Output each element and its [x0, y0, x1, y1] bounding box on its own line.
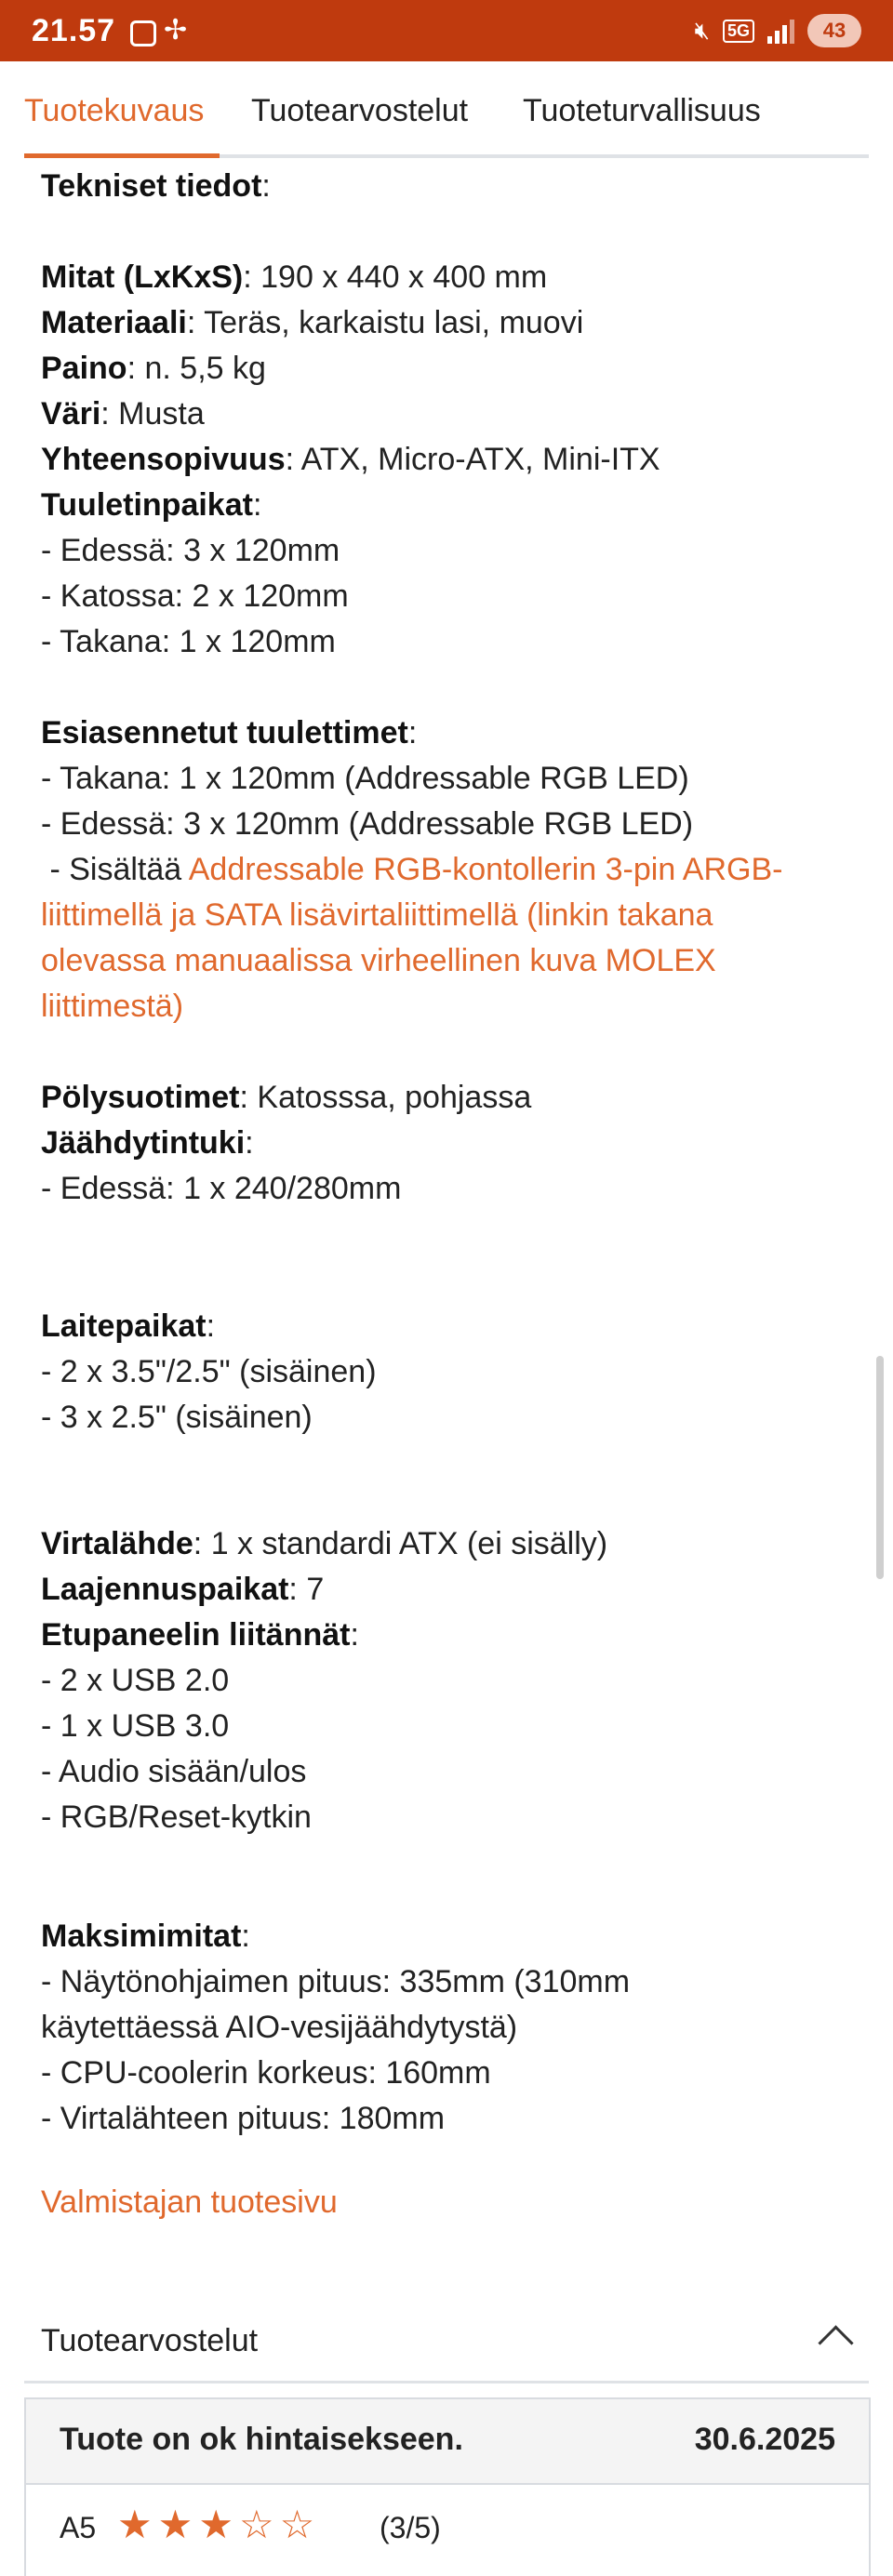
spec-mitat: Mitat (LxKxS): 190 x 440 x 400 mm — [41, 259, 548, 295]
reviews-section-header[interactable] — [24, 2316, 869, 2383]
tab-tuotekuvaus[interactable]: Tuotekuvaus — [24, 93, 205, 128]
reviews-section-title: Tuotearvostelut — [41, 2323, 259, 2358]
review-title: Tuote on ok hintaisekseen. — [60, 2422, 463, 2457]
scrollbar[interactable] — [876, 1356, 884, 1579]
review-author: A5 — [60, 2511, 97, 2544]
star-filled-icon: ★ — [198, 2503, 233, 2546]
manufacturer-link[interactable]: Valmistajan tuotesivu — [41, 2184, 338, 2220]
tab-tuoteturvallisuus[interactable]: Tuoteturvallisuus — [523, 93, 761, 128]
list-item: - Takana: 1 x 120mm — [41, 624, 336, 659]
argb-controller-link-cont[interactable]: liittimestä) — [41, 989, 184, 1024]
review-date: 30.6.2025 — [694, 2422, 835, 2457]
spec-materiaali: Materiaali: Teräs, karkaistu lasi, muovi — [41, 305, 584, 340]
list-item: - Edessä: 1 x 240/280mm — [41, 1171, 402, 1206]
spec-vari: Väri: Musta — [41, 396, 205, 432]
list-item: - Näytönohjaimen pituus: 335mm (310mm — [41, 1964, 631, 1999]
battery-icon: 43 — [807, 14, 861, 47]
list-item: - CPU-coolerin korkeus: 160mm — [41, 2055, 491, 2091]
list-item: käytettäessä AIO-vesijäähdytystä) — [41, 2010, 518, 2045]
list-item: - RGB/Reset-kytkin — [41, 1799, 312, 1835]
tab-tuotearvostelut[interactable]: Tuotearvostelut — [251, 93, 469, 128]
list-item: - 1 x USB 3.0 — [41, 1708, 230, 1744]
status-bar — [0, 0, 893, 61]
spec-etupaneeli: Etupaneelin liitännät: — [41, 1617, 359, 1653]
signal-icon — [767, 18, 794, 44]
argb-controller-link-cont[interactable]: olevassa manuaalissa virheellinen kuva MOLEX — [41, 943, 716, 978]
spec-tuuletinpaikat: Tuuletinpaikat: — [41, 487, 262, 523]
spec-laitepaikat: Laitepaikat: — [41, 1308, 216, 1344]
review-header — [26, 2399, 869, 2485]
spec-heading: Tekniset tiedot: — [41, 168, 271, 204]
list-item: - Virtalähteen pituus: 180mm — [41, 2101, 446, 2136]
spec-esiasennetut: Esiasennetut tuulettimet: — [41, 715, 418, 750]
star-empty-icon: ☆ — [238, 2503, 274, 2546]
spec-jaahdytintuki: Jäähdytintuki: — [41, 1125, 254, 1161]
review-score: (3/5) — [380, 2511, 441, 2544]
list-item: - Audio sisään/ulos — [41, 1754, 307, 1789]
network-type: 5G — [723, 20, 754, 43]
list-item: - Katossa: 2 x 120mm — [41, 578, 349, 614]
argb-controller-link[interactable]: Addressable RGB-kontollerin 3-pin ARGB- — [188, 852, 783, 887]
spec-polysuotimet: Pölysuotimet: Katosssa, pohjassa — [41, 1080, 532, 1115]
star-rating — [117, 2503, 314, 2546]
list-item: - 3 x 2.5" (sisäinen) — [41, 1400, 313, 1435]
list-item: - Edessä: 3 x 120mm (Addressable RGB LED) — [41, 806, 694, 842]
star-empty-icon: ☆ — [279, 2503, 315, 2546]
fan-icon: ✢ — [164, 15, 188, 46]
product-tabs — [24, 82, 869, 158]
screenshot-icon — [130, 20, 156, 46]
list-item: - 2 x USB 2.0 — [41, 1663, 230, 1698]
argb-controller-link-cont[interactable]: liittimellä ja SATA lisävirtaliittimellä (linkin takana — [41, 897, 713, 933]
list-item: - Edessä: 3 x 120mm — [41, 533, 340, 568]
review-card — [24, 2397, 871, 2576]
status-time: 21.57 — [32, 13, 116, 48]
chevron-up-icon[interactable] — [818, 2325, 853, 2360]
spec-laajennuspaikat: Laajennuspaikat: 7 — [41, 1572, 325, 1607]
list-item: - 2 x 3.5"/2.5" (sisäinen) — [41, 1354, 377, 1389]
list-item: - Takana: 1 x 120mm (Addressable RGB LED) — [41, 761, 689, 796]
mute-icon: 🔇︎ — [694, 16, 710, 44]
spec-maksimimitat: Maksimimitat: — [41, 1919, 250, 1954]
spec-paino: Paino: n. 5,5 kg — [41, 351, 266, 386]
list-item: - Sisältää Addressable RGB-kontollerin 3-pin ARGB- — [41, 852, 783, 887]
spec-virtalahde: Virtalähde: 1 x standardi ATX (ei sisälly) — [41, 1526, 608, 1561]
spec-yhteensopivuus: Yhteensopivuus: ATX, Micro-ATX, Mini-ITX — [41, 442, 660, 477]
star-filled-icon: ★ — [117, 2503, 153, 2546]
star-filled-icon: ★ — [157, 2503, 193, 2546]
active-tab-indicator — [24, 153, 220, 158]
status-icons — [695, 0, 861, 61]
